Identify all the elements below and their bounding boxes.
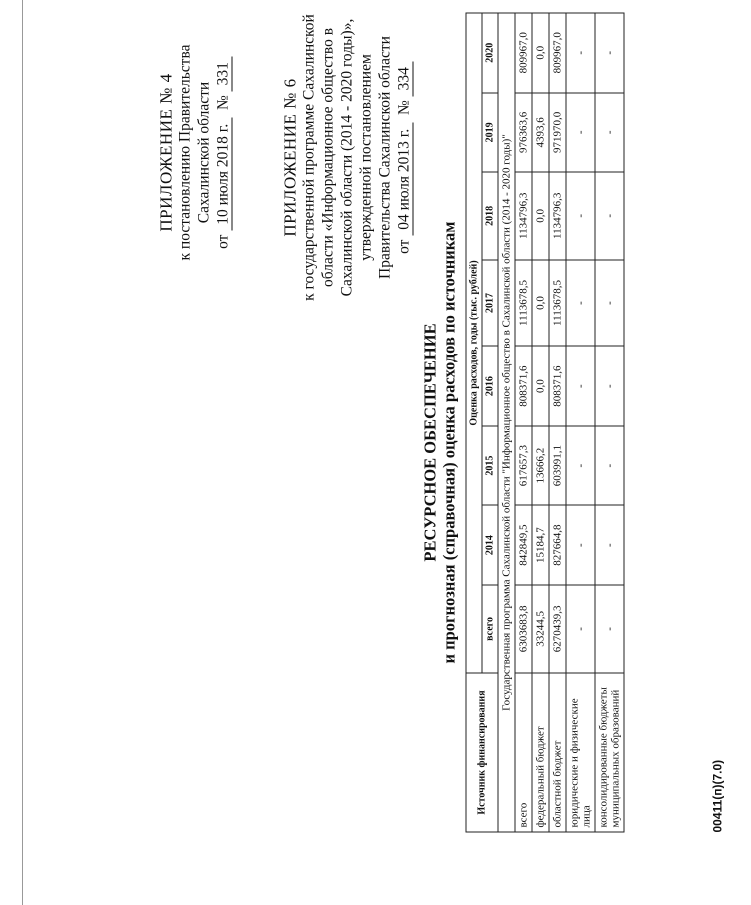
appendix-6-block [281,0,414,328]
appendix-6-line4: утвержденной постановлением [357,54,375,261]
value-cell: - [566,505,595,584]
appendix-6-num: 334 [396,61,414,96]
appendix-6-date-line [395,0,414,328]
appendix-4-line2: Сахалинской области [195,81,213,224]
rotated-page [111,0,751,873]
value-cell: 1134796,3 [549,172,566,260]
column-header: 2015 [482,426,498,505]
value-cell: 4393,6 [532,93,549,172]
value-cell: - [595,585,624,673]
value-cell: 971970,0 [549,93,566,172]
table-row [515,13,532,832]
value-cell: 842849,5 [515,505,532,584]
appendix-4-title: ПРИЛОЖЕНИЕ № 4 [156,73,176,232]
value-cell: - [595,346,624,425]
value-cell: 808371,6 [515,346,532,425]
column-header: 2019 [482,93,498,172]
value-cell: 1113678,5 [515,260,532,347]
appendix-4-num-label: № [214,95,232,110]
value-cell: 1113678,5 [549,260,566,347]
column-header: 2018 [482,172,498,260]
program-row [498,13,515,832]
column-header: 2020 [482,13,498,93]
value-cell: 827664,8 [549,505,566,584]
table-row [566,13,595,832]
appendix-6-num-label: № [395,100,413,115]
value-cell: - [566,172,595,260]
value-cell: 0,0 [532,260,549,347]
value-cell: - [595,172,624,260]
appendix-6-line3: Сахалинской области (2014 - 2020 годы)», [338,18,356,297]
source-cell: федеральный бюджет [532,673,549,832]
table-row [532,13,549,832]
appendix-6-date-prefix: от [395,239,413,254]
heading-line1: РЕСУРСНОЕ ОБЕСПЕЧЕНИЕ [420,323,440,562]
program-title-cell: Государственная программа Сахалинской области "Информационное общество в Сахалинской области (2014 - 2020 годы)" [498,13,515,832]
value-cell: 0,0 [532,346,549,425]
appendix-4-num: 331 [215,56,233,91]
value-cell: - [566,426,595,505]
column-header: 2017 [482,260,498,347]
scan-edge-line [22,0,23,905]
value-cell: - [595,505,624,584]
column-header: 2014 [482,505,498,584]
source-cell: консолидированные бюджеты муниципальных образований [595,673,624,832]
source-cell: областной бюджет [549,673,566,832]
estimate-header: Оценка расходов, годы (тыс. рублей) [466,13,482,673]
table-row [595,13,624,832]
value-cell: - [595,260,624,347]
value-cell: 809967,0 [515,13,532,93]
value-cell: 809967,0 [549,13,566,93]
column-header: 2016 [482,346,498,425]
value-cell: 15184,7 [532,505,549,584]
value-cell: - [566,13,595,93]
value-cell: 808371,6 [549,346,566,425]
appendix-6-line1: к государственной программе Сахалинской [300,14,318,301]
appendix-4-block [157,0,233,313]
source-header: Источник финансирования [466,673,498,832]
source-cell: всего [515,673,532,832]
value-cell: - [595,13,624,93]
footer-code: 00411(п)(7.0) [710,759,725,833]
appendix-6-line5: Правительства Сахалинской области [376,36,394,279]
source-cell: юридические и физические лица [566,673,595,832]
value-cell: 6303683,8 [515,585,532,673]
resources-table [466,13,625,833]
appendix-4-line1: к постановлению Правительства [176,44,194,261]
appendix-6-line2: области «Информационное общество в [319,27,337,288]
column-header: всего [482,585,498,673]
value-cell: 6270439,3 [549,585,566,673]
value-cell: 0,0 [532,172,549,260]
value-cell: - [595,426,624,505]
value-cell: 617657,3 [515,426,532,505]
value-cell: 13666,2 [532,426,549,505]
value-cell: - [566,260,595,347]
value-cell: 1134796,3 [515,172,532,260]
appendix-6-date: 04 июля 2013 г. [396,123,414,236]
appendix-4-date-prefix: от [214,234,232,249]
value-cell: 976363,6 [515,93,532,172]
value-cell: 33244,5 [532,585,549,673]
table-header-row-1 [466,13,482,832]
appendix-6-title: ПРИЛОЖЕНИЕ № 6 [280,78,300,237]
appendix-4-date-line [214,0,233,313]
value-cell: - [566,585,595,673]
value-cell: 603991,1 [549,426,566,505]
value-cell: 0,0 [532,13,549,93]
value-cell: - [566,93,595,172]
value-cell: - [595,93,624,172]
table-row [549,13,566,832]
value-cell: - [566,346,595,425]
appendix-4-date: 10 июля 2018 г. [215,118,233,231]
document-heading [421,53,459,833]
heading-line2: и прогнозная (справочная) оценка расходов по источникам [439,221,459,664]
